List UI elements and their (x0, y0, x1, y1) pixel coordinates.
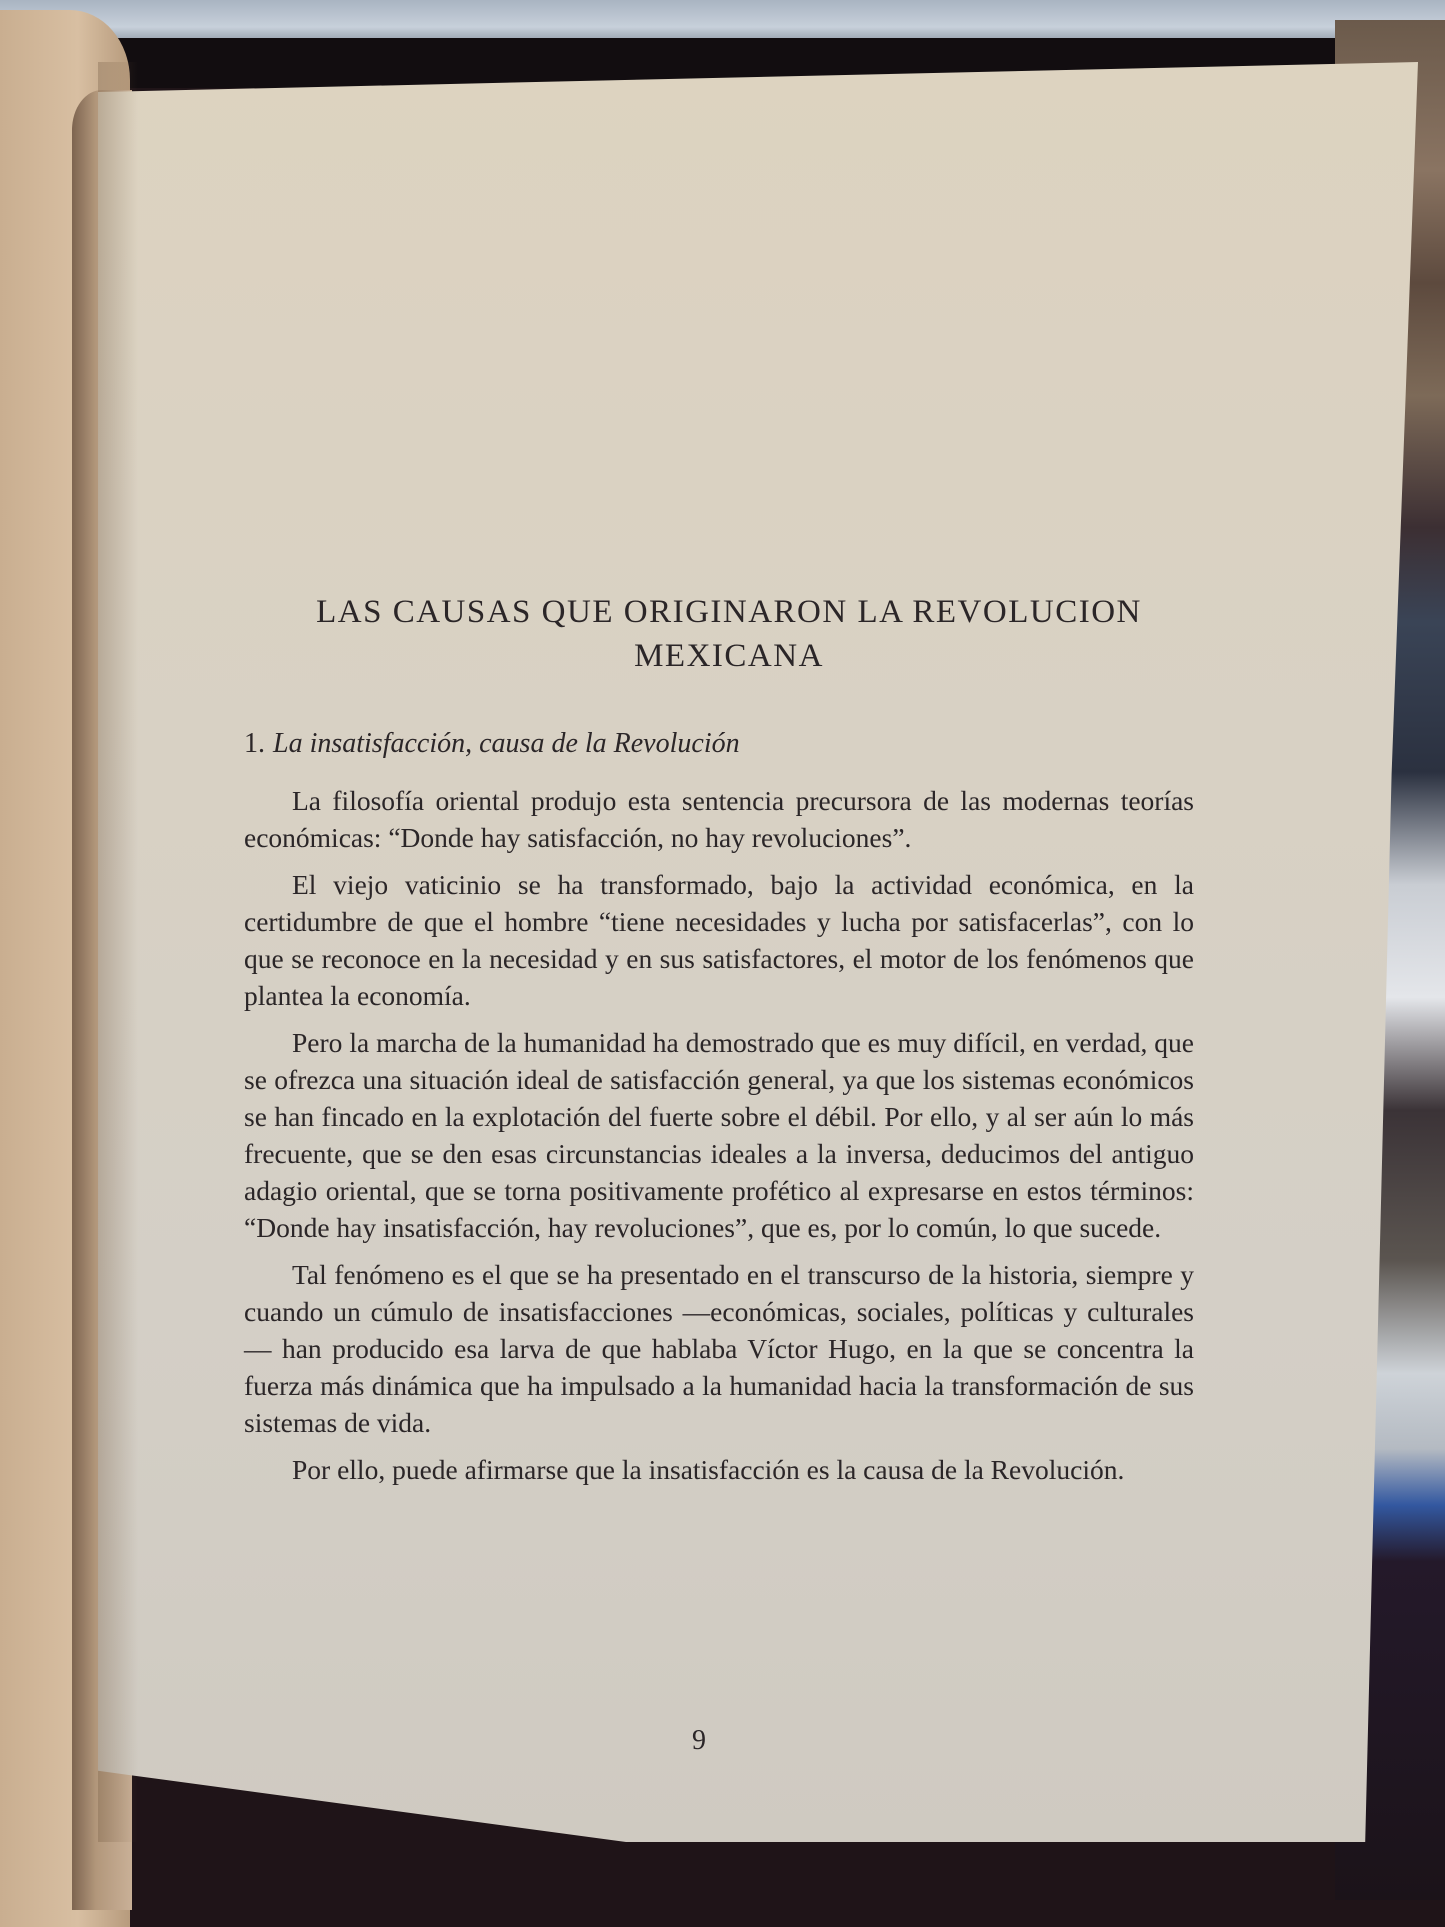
page-number: 9 (692, 1725, 706, 1756)
section-number: 1. (244, 728, 265, 759)
paragraph-4: Tal fenómeno es el que se ha presentado en el transcurso de la historia, siempre y cuando un cúmulo de insatisfacciones —económicas, sociales, políticas y culturales— han producido esa larva de que hablaba Víctor Hugo, en la que se concentra la fuerza más dinámica que ha impulsado a la humanidad hacia la transformación de sus sistemas de vida. (244, 1259, 1194, 1438)
paragraph-3: Pero la marcha de la humanidad ha demostrado que es muy difícil, en verdad, que se ofrezca una situación ideal de satisfacción general, ya que los sistemas económicos se han fincado en la explotación del fuerte sobre el débil. Por ello, y al ser aún lo más frecuente, que se den esas circunstancias ideales a la inversa, deducimos del antiguo adagio oriental, que se torna positivamente profético al expresarse en estos términos: “Donde hay insatisfacción, hay revoluciones”, que es, por lo común, lo que sucede. (244, 1027, 1194, 1243)
section-heading (244, 728, 1194, 760)
chapter-title-line-2: MEXICANA (634, 638, 824, 674)
chapter-title (244, 590, 1194, 678)
page-content (244, 590, 1194, 1498)
page-shadow (98, 62, 138, 1842)
chapter-title-line-1: LAS CAUSAS QUE ORIGINARON LA REVOLUCION (316, 594, 1142, 630)
paragraph-1: La filosofía oriental produjo esta sentencia precursora de las modernas teorías económicas: “Donde hay satisfacción, no hay revoluciones”. (244, 785, 1194, 853)
section-title: La insatisfacción, causa de la Revolución (273, 728, 740, 759)
paragraph-2: El viejo vaticinio se ha transformado, bajo la actividad económica, en la certidumbre de que el hombre “tiene necesidades y lucha por satisfacerlas”, con lo que se reconoce en la necesidad y en sus satisfactores, el motor de los fenómenos que plantea la economía. (244, 869, 1194, 1011)
paragraph-5: Por ello, puede afirmarse que la insatisfacción es la causa de la Revolución. (292, 1454, 1125, 1485)
